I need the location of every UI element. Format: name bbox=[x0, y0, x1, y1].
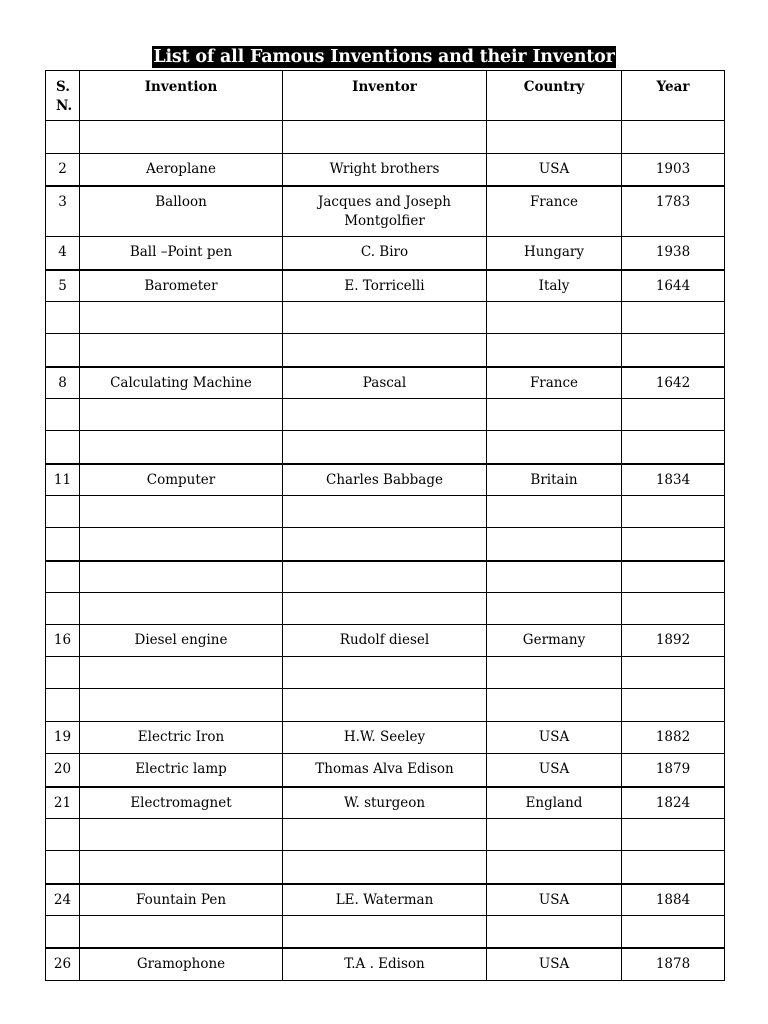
cell-invention bbox=[80, 121, 283, 154]
cell-country: Hungary bbox=[487, 237, 622, 270]
cell-country: France bbox=[487, 186, 622, 237]
cell-year bbox=[622, 334, 725, 367]
cell-sn bbox=[46, 334, 80, 367]
cell-invention bbox=[80, 851, 283, 884]
cell-sn bbox=[46, 657, 80, 689]
cell-sn bbox=[46, 302, 80, 334]
cell-inventor bbox=[283, 593, 487, 625]
cell-year: 1824 bbox=[622, 787, 725, 819]
table-row bbox=[46, 884, 725, 916]
cell-inventor bbox=[283, 496, 487, 528]
cell-inventor bbox=[283, 561, 487, 593]
cell-year bbox=[622, 657, 725, 689]
cell-country: England bbox=[487, 787, 622, 819]
cell-country bbox=[487, 819, 622, 851]
cell-sn bbox=[46, 121, 80, 154]
cell-inventor: W. sturgeon bbox=[283, 787, 487, 819]
cell-sn bbox=[46, 851, 80, 884]
cell-inventor bbox=[283, 121, 487, 154]
cell-inventor bbox=[283, 528, 487, 561]
cell-country: France bbox=[487, 367, 622, 399]
cell-inventor: H.W. Seeley bbox=[283, 722, 487, 754]
cell-inventor bbox=[283, 689, 487, 722]
cell-inventor: Rudolf diesel bbox=[283, 625, 487, 657]
cell-year bbox=[622, 528, 725, 561]
table-row bbox=[46, 270, 725, 302]
cell-year bbox=[622, 916, 725, 948]
cell-sn: 5 bbox=[46, 270, 80, 302]
cell-country: USA bbox=[487, 722, 622, 754]
cell-year bbox=[622, 496, 725, 528]
cell-inventor: C. Biro bbox=[283, 237, 487, 270]
cell-sn: 8 bbox=[46, 367, 80, 399]
cell-sn: 20 bbox=[46, 754, 80, 787]
cell-year bbox=[622, 593, 725, 625]
cell-inventor bbox=[283, 819, 487, 851]
cell-sn bbox=[46, 561, 80, 593]
cell-year bbox=[622, 689, 725, 722]
cell-inventor: Jacques and Joseph Montgolfier bbox=[283, 186, 487, 237]
cell-year: 1783 bbox=[622, 186, 725, 237]
cell-invention: Electric Iron bbox=[80, 722, 283, 754]
cell-year bbox=[622, 399, 725, 431]
cell-year: 1884 bbox=[622, 884, 725, 916]
cell-sn bbox=[46, 399, 80, 431]
cell-invention: Diesel engine bbox=[80, 625, 283, 657]
cell-year bbox=[622, 121, 725, 154]
cell-sn bbox=[46, 593, 80, 625]
cell-year: 1879 bbox=[622, 754, 725, 787]
cell-invention: Barometer bbox=[80, 270, 283, 302]
header-inventor: Inventor bbox=[283, 71, 487, 121]
cell-country bbox=[487, 689, 622, 722]
table-row bbox=[46, 186, 725, 237]
cell-inventor: Wright brothers bbox=[283, 154, 487, 186]
cell-sn: 4 bbox=[46, 237, 80, 270]
cell-inventor bbox=[283, 657, 487, 689]
cell-sn bbox=[46, 819, 80, 851]
cell-sn: 24 bbox=[46, 884, 80, 916]
cell-country bbox=[487, 528, 622, 561]
cell-country: USA bbox=[487, 948, 622, 981]
cell-invention: Balloon bbox=[80, 186, 283, 237]
cell-country bbox=[487, 916, 622, 948]
cell-invention: Ball –Point pen bbox=[80, 237, 283, 270]
cell-year bbox=[622, 431, 725, 464]
cell-invention bbox=[80, 657, 283, 689]
cell-invention bbox=[80, 689, 283, 722]
cell-invention bbox=[80, 302, 283, 334]
cell-invention: Electromagnet bbox=[80, 787, 283, 819]
header-invention: Invention bbox=[80, 71, 283, 121]
cell-inventor: T.A . Edison bbox=[283, 948, 487, 981]
cell-sn bbox=[46, 689, 80, 722]
cell-invention bbox=[80, 528, 283, 561]
cell-sn: 21 bbox=[46, 787, 80, 819]
table-row bbox=[46, 689, 725, 722]
cell-country: Italy bbox=[487, 270, 622, 302]
table-row bbox=[46, 787, 725, 819]
cell-invention bbox=[80, 916, 283, 948]
cell-country: USA bbox=[487, 754, 622, 787]
cell-invention bbox=[80, 431, 283, 464]
cell-year: 1644 bbox=[622, 270, 725, 302]
table-row bbox=[46, 528, 725, 561]
cell-invention bbox=[80, 561, 283, 593]
cell-sn bbox=[46, 916, 80, 948]
cell-country bbox=[487, 496, 622, 528]
cell-sn: 19 bbox=[46, 722, 80, 754]
cell-country bbox=[487, 121, 622, 154]
cell-invention: Computer bbox=[80, 464, 283, 496]
cell-inventor: Pascal bbox=[283, 367, 487, 399]
cell-year: 1892 bbox=[622, 625, 725, 657]
cell-year: 1938 bbox=[622, 237, 725, 270]
table-row bbox=[46, 754, 725, 787]
header-country: Country bbox=[487, 71, 622, 121]
cell-inventor bbox=[283, 916, 487, 948]
table-row bbox=[46, 431, 725, 464]
cell-inventor bbox=[283, 431, 487, 464]
cell-sn: 16 bbox=[46, 625, 80, 657]
cell-invention bbox=[80, 593, 283, 625]
cell-year bbox=[622, 302, 725, 334]
cell-inventor bbox=[283, 851, 487, 884]
page-title: List of all Famous Inventions and their Inventor bbox=[153, 47, 615, 67]
cell-inventor bbox=[283, 302, 487, 334]
table-row bbox=[46, 367, 725, 399]
table-row bbox=[46, 302, 725, 334]
cell-invention bbox=[80, 496, 283, 528]
table-row bbox=[46, 237, 725, 270]
cell-inventor bbox=[283, 334, 487, 367]
cell-year: 1882 bbox=[622, 722, 725, 754]
table-row bbox=[46, 819, 725, 851]
inventions-table bbox=[45, 70, 725, 981]
cell-country: Germany bbox=[487, 625, 622, 657]
cell-country bbox=[487, 431, 622, 464]
cell-invention: Aeroplane bbox=[80, 154, 283, 186]
cell-sn bbox=[46, 528, 80, 561]
table-row bbox=[46, 464, 725, 496]
cell-country bbox=[487, 851, 622, 884]
cell-invention: Electric lamp bbox=[80, 754, 283, 787]
cell-year bbox=[622, 851, 725, 884]
cell-sn: 3 bbox=[46, 186, 80, 237]
table-row bbox=[46, 561, 725, 593]
table-row bbox=[46, 916, 725, 948]
cell-country bbox=[487, 657, 622, 689]
cell-sn: 2 bbox=[46, 154, 80, 186]
cell-country: USA bbox=[487, 154, 622, 186]
cell-year bbox=[622, 819, 725, 851]
cell-country bbox=[487, 561, 622, 593]
table-row bbox=[46, 121, 725, 154]
cell-inventor: E. Torricelli bbox=[283, 270, 487, 302]
cell-country: USA bbox=[487, 884, 622, 916]
table-row bbox=[46, 593, 725, 625]
table-row bbox=[46, 399, 725, 431]
cell-country bbox=[487, 334, 622, 367]
cell-sn bbox=[46, 496, 80, 528]
cell-year: 1903 bbox=[622, 154, 725, 186]
cell-sn bbox=[46, 431, 80, 464]
cell-inventor: Thomas Alva Edison bbox=[283, 754, 487, 787]
cell-year bbox=[622, 561, 725, 593]
cell-country bbox=[487, 593, 622, 625]
cell-sn: 26 bbox=[46, 948, 80, 981]
cell-invention: Fountain Pen bbox=[80, 884, 283, 916]
table-row bbox=[46, 851, 725, 884]
header-serial-number: S. N. bbox=[46, 71, 80, 121]
cell-inventor bbox=[283, 399, 487, 431]
table-row bbox=[46, 722, 725, 754]
cell-invention bbox=[80, 334, 283, 367]
table-row bbox=[46, 496, 725, 528]
table-row bbox=[46, 334, 725, 367]
cell-country bbox=[487, 302, 622, 334]
cell-sn: 11 bbox=[46, 464, 80, 496]
table-header-row bbox=[46, 71, 725, 121]
cell-invention: Calculating Machine bbox=[80, 367, 283, 399]
table-row bbox=[46, 625, 725, 657]
cell-country: Britain bbox=[487, 464, 622, 496]
title-container bbox=[0, 46, 768, 68]
cell-invention bbox=[80, 819, 283, 851]
cell-country bbox=[487, 399, 622, 431]
cell-year: 1878 bbox=[622, 948, 725, 981]
cell-inventor: Charles Babbage bbox=[283, 464, 487, 496]
cell-invention: Gramophone bbox=[80, 948, 283, 981]
table-body bbox=[46, 121, 725, 981]
cell-year: 1834 bbox=[622, 464, 725, 496]
header-year: Year bbox=[622, 71, 725, 121]
table-row bbox=[46, 154, 725, 186]
cell-inventor: LE. Waterman bbox=[283, 884, 487, 916]
cell-invention bbox=[80, 399, 283, 431]
table-row bbox=[46, 657, 725, 689]
cell-year: 1642 bbox=[622, 367, 725, 399]
table-row bbox=[46, 948, 725, 981]
